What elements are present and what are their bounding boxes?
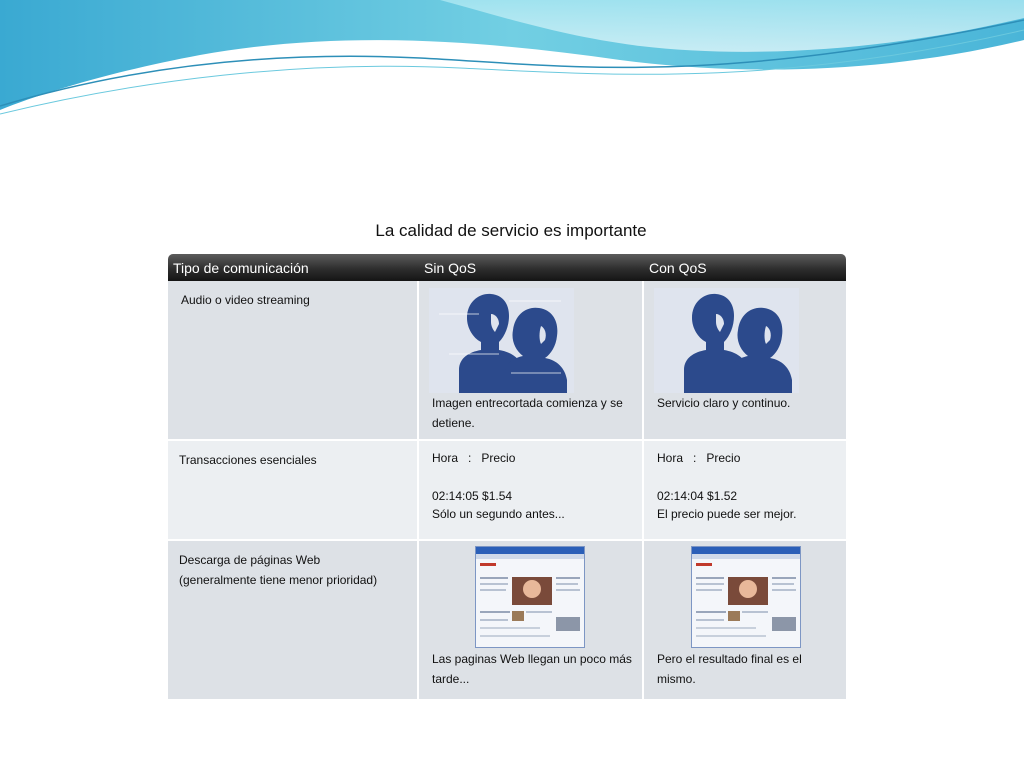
column-header-with-qos: Con QoS: [649, 259, 707, 276]
qos-table-figure: [158, 214, 864, 706]
with-qos-cell: [644, 441, 846, 541]
column-header-without-qos: Sin QoS: [424, 259, 477, 276]
time-price-header: Hora : Precio: [432, 451, 516, 465]
without-qos-cell: [419, 541, 644, 701]
without-qos-cell: [419, 281, 644, 441]
time-price-header: Hora : Precio: [657, 451, 741, 465]
time-price-value: 02:14:04 $1.52: [657, 489, 738, 503]
with-qos-caption: Pero el resultado final es el mismo.: [657, 652, 802, 686]
web-page-icon: [691, 546, 801, 648]
without-qos-caption: Imagen entrecortada comienza y se detiene.: [432, 396, 623, 430]
row-label: Audio o video streaming: [181, 293, 310, 307]
row-label-cell: [168, 281, 419, 441]
row-label: Descarga de páginas Web (generalmente tiene menor prioridad): [179, 553, 378, 587]
people-silhouette-icon: [429, 288, 574, 393]
figure-title: La calidad de servicio es importante: [375, 221, 647, 240]
web-page-icon: [475, 546, 585, 648]
time-price-value: 02:14:05 $1.54: [432, 489, 513, 503]
row-label: Transacciones esenciales: [179, 453, 317, 467]
qos-comparison-table: [168, 254, 846, 701]
row-label-cell: [168, 441, 419, 541]
table-row-streaming: [168, 281, 846, 441]
column-header-type: Tipo de comunicación: [173, 259, 309, 276]
transaction-note: Sólo un segundo antes...: [432, 507, 565, 521]
table-header: [168, 254, 846, 281]
with-qos-cell: [644, 541, 846, 701]
people-silhouette-icon: [654, 288, 799, 393]
table-row-web-download: [168, 541, 846, 701]
with-qos-caption: Servicio claro y continuo.: [657, 396, 791, 410]
table-row-transactions: [168, 441, 846, 541]
without-qos-caption: Las paginas Web llegan un poco más tarde...: [432, 652, 632, 686]
without-qos-cell: [419, 441, 644, 541]
transaction-note: El precio puede ser mejor.: [657, 507, 797, 521]
row-label-cell: [168, 541, 419, 701]
decorative-wave-banner: [0, 0, 1024, 120]
with-qos-cell: [644, 281, 846, 441]
